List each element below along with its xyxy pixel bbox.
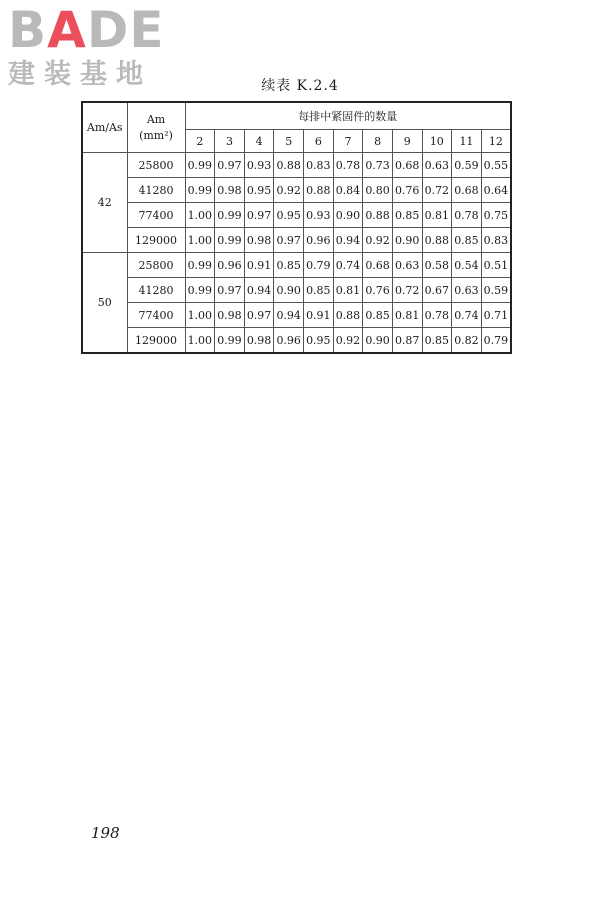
value-cell: 0.71 [481, 303, 511, 328]
value-cell: 1.00 [185, 228, 215, 253]
value-cell: 0.73 [363, 153, 393, 178]
table-row [82, 153, 511, 178]
value-cell: 0.99 [185, 178, 215, 203]
value-cell: 0.63 [452, 278, 482, 303]
value-cell: 0.97 [244, 303, 274, 328]
fastener-count-cell: 11 [452, 130, 482, 153]
ratio-header-label: Am/As [86, 120, 123, 134]
value-cell: 0.64 [481, 178, 511, 203]
fastener-count-cell: 8 [363, 130, 393, 153]
am-cell: 77400 [127, 303, 185, 328]
value-cell: 0.85 [363, 303, 393, 328]
fastener-count-cell: 6 [304, 130, 334, 153]
am-header [127, 102, 185, 153]
table-row [82, 203, 511, 228]
table-body [82, 102, 511, 353]
value-cell: 0.67 [422, 278, 452, 303]
value-cell: 0.78 [333, 153, 363, 178]
ratio-cell: 42 [82, 153, 127, 253]
value-cell: 0.99 [185, 253, 215, 278]
value-cell: 0.99 [215, 228, 245, 253]
value-cell: 0.76 [363, 278, 393, 303]
value-cell: 0.95 [244, 178, 274, 203]
value-cell: 0.68 [363, 253, 393, 278]
value-cell: 0.72 [392, 278, 422, 303]
logo-letter: A [47, 1, 87, 59]
value-cell: 0.94 [333, 228, 363, 253]
table-row [82, 328, 511, 354]
logo-letter: E [129, 1, 165, 59]
value-cell: 0.63 [392, 253, 422, 278]
logo-brand-sub: 建装基地 [8, 59, 152, 90]
am-header-unit: (mm²) [139, 128, 173, 142]
value-cell: 0.51 [481, 253, 511, 278]
table-caption: 续表 K.2.4 [261, 78, 339, 94]
value-cell: 0.98 [244, 228, 274, 253]
value-cell: 0.78 [452, 203, 482, 228]
table-row [82, 228, 511, 253]
value-cell: 0.88 [333, 303, 363, 328]
value-cell: 0.88 [274, 153, 304, 178]
fastener-count-cell: 9 [392, 130, 422, 153]
value-cell: 0.99 [185, 278, 215, 303]
value-cell: 0.81 [333, 278, 363, 303]
value-cell: 0.88 [363, 203, 393, 228]
value-cell: 0.85 [274, 253, 304, 278]
value-cell: 0.92 [363, 228, 393, 253]
value-cell: 0.82 [452, 328, 482, 354]
table-row [82, 178, 511, 203]
value-cell: 0.85 [452, 228, 482, 253]
value-cell: 0.83 [481, 228, 511, 253]
header-row [82, 102, 511, 130]
value-cell: 0.99 [215, 328, 245, 354]
value-cell: 0.75 [481, 203, 511, 228]
fastener-count-cell: 3 [215, 130, 245, 153]
value-cell: 0.88 [422, 228, 452, 253]
fastener-count-cell: 4 [244, 130, 274, 153]
value-cell: 0.85 [392, 203, 422, 228]
table-row [82, 278, 511, 303]
value-cell: 0.91 [244, 253, 274, 278]
value-cell: 0.90 [274, 278, 304, 303]
value-cell: 0.97 [215, 278, 245, 303]
value-cell: 0.96 [274, 328, 304, 354]
value-cell: 0.59 [452, 153, 482, 178]
am-header-label: Am [146, 112, 166, 126]
value-cell: 0.63 [422, 153, 452, 178]
fastener-count-cell: 7 [333, 130, 363, 153]
value-cell: 0.81 [422, 203, 452, 228]
value-cell: 0.55 [481, 153, 511, 178]
value-cell: 0.90 [392, 228, 422, 253]
value-cell: 0.93 [244, 153, 274, 178]
value-cell: 0.98 [215, 178, 245, 203]
value-cell: 0.95 [274, 203, 304, 228]
value-cell: 0.99 [215, 203, 245, 228]
am-cell: 41280 [127, 178, 185, 203]
value-cell: 0.68 [452, 178, 482, 203]
logo-brand [8, 1, 178, 59]
am-cell: 129000 [127, 228, 185, 253]
value-cell: 0.97 [274, 228, 304, 253]
value-cell: 0.90 [333, 203, 363, 228]
value-cell: 0.74 [452, 303, 482, 328]
value-cell: 0.92 [333, 328, 363, 354]
value-cell: 0.79 [304, 253, 334, 278]
value-cell: 0.80 [363, 178, 393, 203]
logo-letter: D [86, 1, 130, 59]
fastener-count-header: 每排中紧固件的数量 [185, 102, 511, 130]
table-row [82, 303, 511, 328]
am-cell: 129000 [127, 328, 185, 354]
value-cell: 0.96 [215, 253, 245, 278]
value-cell: 0.84 [333, 178, 363, 203]
am-cell: 41280 [127, 278, 185, 303]
am-cell: 25800 [127, 153, 185, 178]
value-cell: 0.58 [422, 253, 452, 278]
am-cell: 25800 [127, 253, 185, 278]
value-cell: 0.94 [244, 278, 274, 303]
fastener-count-cell: 5 [274, 130, 304, 153]
data-table [81, 101, 512, 354]
value-cell: 0.93 [304, 203, 334, 228]
ratio-cell: 50 [82, 253, 127, 354]
value-cell: 0.81 [392, 303, 422, 328]
value-cell: 1.00 [185, 203, 215, 228]
ratio-header [82, 102, 127, 153]
value-cell: 0.72 [422, 178, 452, 203]
logo-letter: B [8, 1, 48, 59]
value-cell: 0.99 [185, 153, 215, 178]
value-cell: 0.94 [274, 303, 304, 328]
value-cell: 0.95 [304, 328, 334, 354]
value-cell: 0.76 [392, 178, 422, 203]
value-cell: 0.85 [422, 328, 452, 354]
value-cell: 0.91 [304, 303, 334, 328]
am-cell: 77400 [127, 203, 185, 228]
fastener-count-cell: 2 [185, 130, 215, 153]
table-row [82, 253, 511, 278]
value-cell: 0.79 [481, 328, 511, 354]
value-cell: 0.74 [333, 253, 363, 278]
fastener-count-cell: 10 [422, 130, 452, 153]
page-number: 198 [91, 824, 120, 842]
value-cell: 0.92 [274, 178, 304, 203]
value-cell: 0.90 [363, 328, 393, 354]
value-cell: 0.87 [392, 328, 422, 354]
value-cell: 0.54 [452, 253, 482, 278]
value-cell: 0.59 [481, 278, 511, 303]
value-cell: 0.85 [304, 278, 334, 303]
value-cell: 0.97 [215, 153, 245, 178]
value-cell: 0.96 [304, 228, 334, 253]
value-cell: 0.78 [422, 303, 452, 328]
value-cell: 0.83 [304, 153, 334, 178]
value-cell: 1.00 [185, 328, 215, 354]
fastener-count-cell: 12 [481, 130, 511, 153]
value-cell: 0.97 [244, 203, 274, 228]
value-cell: 0.88 [304, 178, 334, 203]
value-cell: 0.68 [392, 153, 422, 178]
value-cell: 0.98 [244, 328, 274, 354]
value-cell: 0.98 [215, 303, 245, 328]
value-cell: 1.00 [185, 303, 215, 328]
